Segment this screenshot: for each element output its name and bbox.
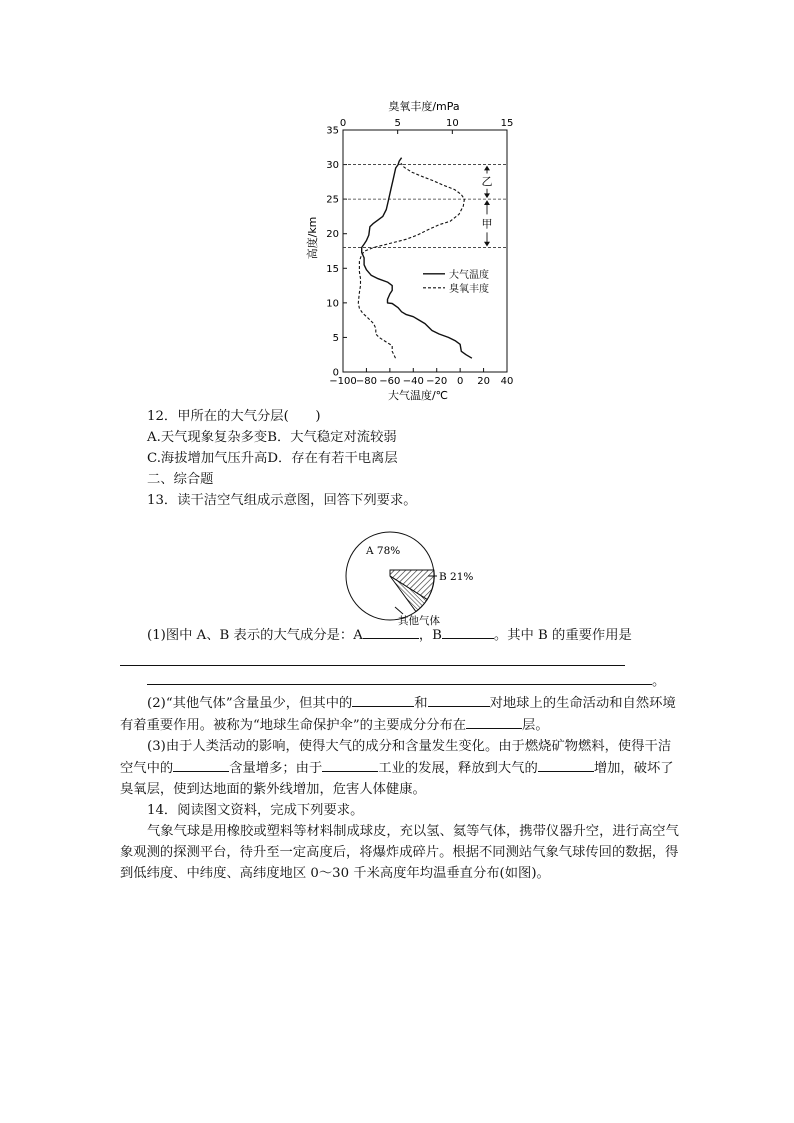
- pie-label-other: 其他气体: [398, 615, 440, 627]
- section-heading: 二、综合题: [147, 472, 214, 487]
- y-tick-label: 0: [332, 367, 339, 379]
- plot-frame: [343, 130, 507, 372]
- q13-p2-text-c: 对地球上的生命活动和自然环境有着重要作用。被称为“地球生命保护伞”的主要成分分布在: [120, 696, 676, 733]
- layer-label-yi: 乙: [481, 175, 493, 189]
- q13-p3-text-a: (3)由于人类活动的影响，使得大气的成分和含量发生变化。由于燃烧矿物燃料，使得干洁空气中的: [120, 739, 672, 776]
- q13-p3-text-d: 增加，破坏了臭氧层，使到达地面的紫外线增加，危害人体健康。: [120, 761, 674, 797]
- x-axis-title: 大气温度/℃: [387, 389, 449, 402]
- pie-label-b: B 21%: [439, 571, 474, 583]
- top-tick-label: 0: [339, 118, 347, 129]
- ozone-series-line: [358, 163, 464, 358]
- q12-stem: 12．甲所在的大气分层( ): [147, 409, 321, 424]
- answer-line-2[interactable]: [147, 670, 652, 685]
- x-tick-label: −60: [379, 376, 401, 387]
- x-tick-label: −20: [426, 376, 448, 387]
- layer-label-jia: 甲: [481, 217, 493, 231]
- answer-blank-layer[interactable]: [466, 714, 522, 729]
- temperature-series-line: [362, 158, 472, 359]
- answer-line-1[interactable]: [120, 652, 625, 666]
- q13-p1-text-c: 。其中 B 的重要作用是: [493, 628, 632, 643]
- answer-blank-substance[interactable]: [538, 757, 594, 772]
- q12-options-row1: [120, 427, 680, 448]
- top-tick-label: 5: [394, 118, 401, 129]
- answer-blank-industry[interactable]: [322, 757, 378, 772]
- q13-part1-line2: [120, 670, 680, 692]
- y-axis-title: 高度/km: [306, 216, 319, 260]
- arrow-lower-bottom: [484, 242, 490, 247]
- air-composition-pie: [340, 528, 490, 628]
- x-tick-label: −80: [355, 376, 377, 387]
- answer-blank-gas2[interactable]: [428, 692, 490, 707]
- q13-stem: 13．读干洁空气组成示意图，回答下列要求。: [147, 493, 417, 508]
- q12-option-a[interactable]: A.天气现象复杂多变: [147, 430, 268, 445]
- q13-p2-text-d: 层。: [522, 718, 549, 733]
- arrow-upper-top: [484, 166, 490, 171]
- pie-label-a: A 78%: [366, 545, 401, 557]
- x-tick-label: 20: [477, 376, 490, 387]
- x-tick-label: −100: [329, 376, 357, 387]
- y-tick-label: 20: [326, 229, 339, 241]
- y-tick-label: 30: [326, 160, 339, 172]
- q13-p3-text-b: 含量增多；由于: [229, 761, 323, 776]
- q13-p1-text-a: (1)图中 A、B 表示的大气成分是：A: [147, 628, 363, 643]
- x-tick-label: 40: [500, 376, 514, 387]
- q14-stem: 14．阅读图文资料，完成下列要求。: [147, 803, 364, 818]
- x-tick-label: −40: [402, 376, 424, 387]
- q12-option-b[interactable]: B．大气稳定对流较弱: [267, 430, 397, 445]
- q14-paragraph: 气象气球是用橡胶或塑料等材料制成球皮，充以氢、氦等气体，携带仪器升空，进行高空气象观测的探测平台，待升至一定高度后，将爆炸成碎片。根据不同测站气象气球传回的数据，得到低纬度、中纬度、高纬度地区 0～30 千米高度年均温垂直分布(如图)。: [120, 824, 679, 881]
- arrow-lower-top: [484, 200, 490, 205]
- y-tick-label: 5: [332, 332, 339, 344]
- top-axis-title: 臭氧丰度/mPa: [388, 100, 460, 113]
- q12-option-d[interactable]: D．存在有若干电离层: [267, 451, 398, 466]
- q13-p1-end: 。: [652, 674, 666, 689]
- pie-svg: [340, 528, 490, 628]
- answer-blank-gas3[interactable]: [173, 757, 229, 772]
- q12-options-row2: [120, 448, 680, 469]
- profile-chart-svg: [290, 96, 530, 408]
- atmosphere-profile-chart: [290, 96, 530, 408]
- q13-p2-text-a: (2)“其他气体”含量虽少，但其中的: [147, 696, 353, 711]
- top-tick-label: 10: [445, 118, 459, 129]
- y-tick-label: 15: [326, 263, 339, 275]
- arrow-upper-bottom: [484, 193, 490, 198]
- q13-part3: [120, 736, 680, 800]
- legend-temperature-label: 大气温度: [449, 269, 489, 281]
- legend-ozone-label: 臭氧丰度: [449, 283, 489, 295]
- q13-p1-text-b: ，B: [418, 628, 442, 643]
- q13-part2: [120, 692, 680, 736]
- top-tick-label: 15: [500, 118, 514, 129]
- question-text: [120, 406, 680, 884]
- q13-p3-text-c: 工业的发展，释放到大气的: [378, 761, 538, 776]
- q13-p2-text-b: 和: [414, 696, 428, 711]
- y-tick-label: 10: [326, 298, 339, 310]
- y-tick-label: 35: [326, 125, 339, 137]
- y-tick-label: 25: [326, 194, 339, 206]
- answer-blank-gas1[interactable]: [352, 692, 414, 707]
- q12-option-c[interactable]: C.海拔增加气压升高: [147, 451, 268, 466]
- x-tick-label: 0: [456, 376, 464, 387]
